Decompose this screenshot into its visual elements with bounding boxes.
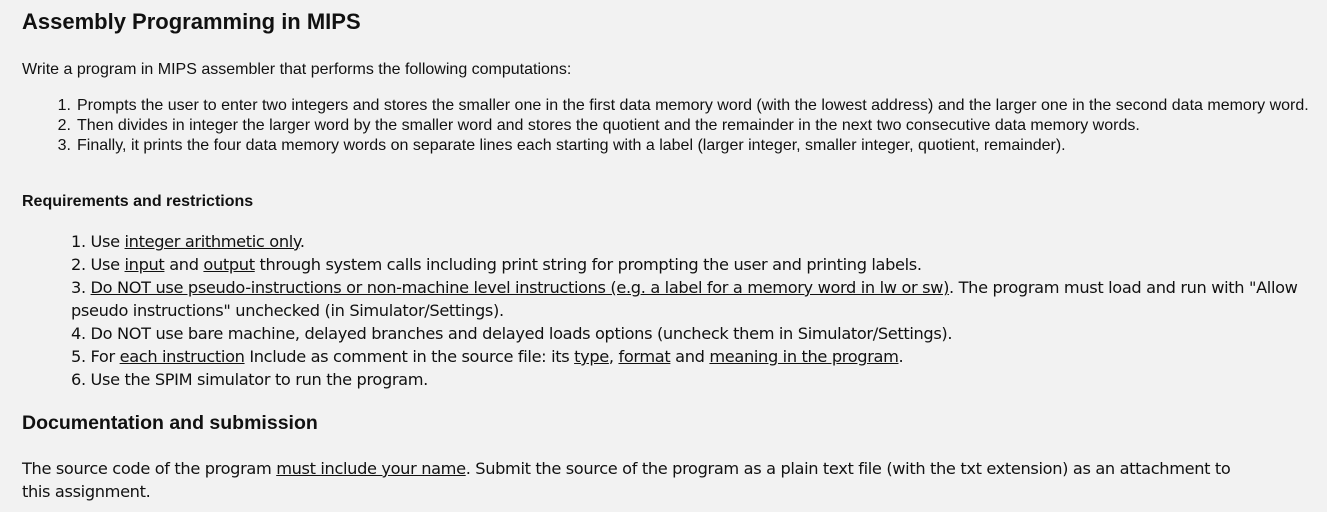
requirement-text: Include as comment in the source file: its — [244, 347, 575, 366]
requirement-text: . — [898, 347, 904, 366]
underlined-text: type — [574, 347, 609, 366]
underlined-text: each instruction — [119, 347, 245, 366]
underlined-text: meaning in the program — [709, 347, 899, 366]
requirement-text: , — [608, 347, 619, 366]
requirement-text: . — [299, 232, 305, 251]
underlined-text: Do NOT use pseudo-instructions or non-machine level instructions (e.g. a label for a memory word in lw or sw) — [90, 278, 950, 297]
list-item — [71, 276, 1317, 322]
list-item — [71, 345, 1317, 368]
list-item-number: 2. — [57, 117, 71, 134]
list-item: 6. Use the SPIM simulator to run the program. — [71, 370, 428, 389]
paragraph-text: . Submit the source of the program as a plain text file (with the txt extension) as an attachment to this assignment. — [22, 459, 1231, 501]
requirement-text: and — [164, 255, 204, 274]
documentation-heading: Documentation and submission — [22, 412, 318, 434]
documentation-paragraph — [22, 457, 1262, 503]
list-item — [71, 253, 1317, 276]
list-item: 4. Do NOT use bare machine, delayed branches and delayed loads options (uncheck them in Simulator/Settings). — [71, 324, 953, 343]
list-item-text: Finally, it prints the four data memory words on separate lines each starting with a label (larger integer, smaller integer, quotient, remainder). — [77, 137, 1066, 154]
requirement-text: . The program must load and run with "Allow pseudo instructions" unchecked (in Simulator/Settings). — [71, 278, 1298, 320]
requirement-text: 2. Use — [71, 255, 125, 274]
requirement-text: 1. Use — [71, 232, 125, 251]
list-item — [22, 96, 1317, 116]
requirement-text: through system calls including print string for prompting the user and printing labels. — [254, 255, 922, 274]
requirements-list — [71, 230, 1317, 391]
underlined-text: format — [618, 347, 671, 366]
requirement-text: 3. — [71, 278, 91, 297]
underlined-text: output — [203, 255, 255, 274]
underlined-text: input — [124, 255, 165, 274]
list-item — [22, 116, 1317, 136]
list-item — [22, 136, 1317, 156]
list-item — [71, 230, 1317, 253]
requirement-text: and — [670, 347, 710, 366]
underlined-text: integer arithmetic only — [124, 232, 300, 251]
underlined-text: must include your name — [276, 459, 466, 478]
list-item-number: 3. — [57, 137, 71, 154]
paragraph-text: The source code of the program — [22, 459, 277, 478]
list-item-text: Then divides in integer the larger word by the smaller word and stores the quotient and the remainder in the next two consecutive data memory words. — [77, 117, 1140, 134]
intro-text: Write a program in MIPS assembler that performs the following computations: — [22, 61, 572, 78]
requirements-heading: Requirements and restrictions — [22, 193, 254, 210]
page-title: Assembly Programming in MIPS — [22, 9, 361, 34]
list-item-text: Prompts the user to enter two integers and stores the smaller one in the first data memory word (with the lowest address) and the larger one in the second data memory word. — [77, 97, 1309, 114]
computation-steps-list — [22, 96, 1317, 156]
requirement-text: 5. For — [71, 347, 120, 366]
list-item-number: 1. — [57, 97, 71, 114]
